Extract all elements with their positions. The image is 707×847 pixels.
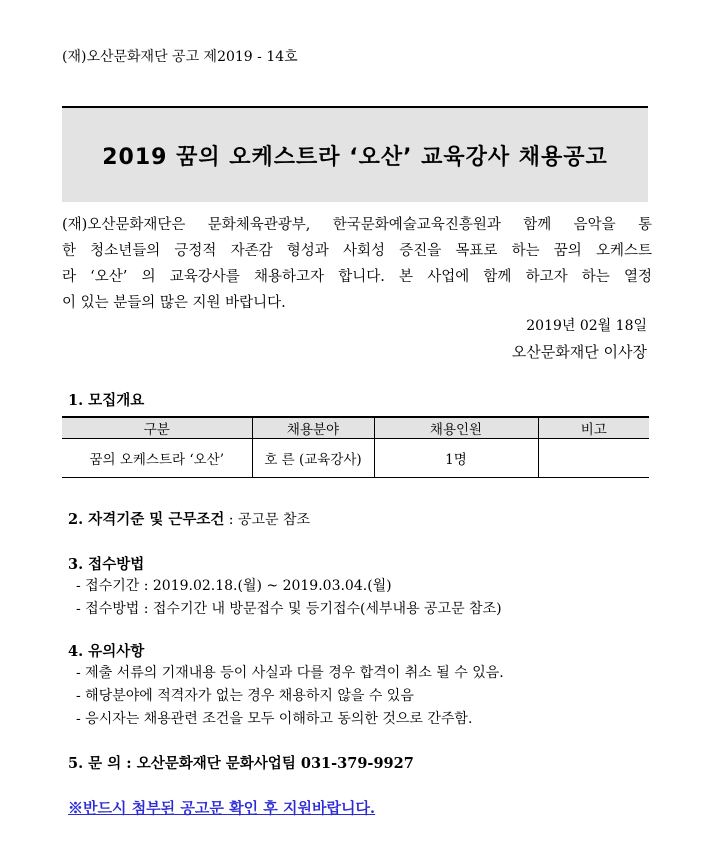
application-period: - 접수기간 : 2019.02.18.(월) ~ 2019.03.04.(월)	[76, 578, 392, 594]
note-item: - 해당분야에 적격자가 없는 경우 채용하지 않을 수 있음	[76, 688, 414, 704]
application-method: - 접수방법 : 접수기간 내 방문접수 및 등기접수(세부내용 공고문 참조)	[76, 601, 502, 617]
section-heading-notes: 4. 유의사항	[68, 643, 145, 660]
table-header-category: 구분	[62, 417, 252, 439]
table-row	[62, 439, 649, 478]
intro-paragraph	[62, 212, 652, 316]
qualification-text: : 공고문 참조	[224, 512, 311, 528]
section-heading-application: 3. 접수방법	[68, 556, 145, 573]
table-header-field: 채용분야	[252, 417, 374, 439]
table-header-count: 채용인원	[374, 417, 538, 439]
table-cell-remarks	[538, 439, 649, 478]
intro-line: 이 있는 분들의 많은 지원 바랍니다.	[62, 295, 286, 311]
intro-line: (재)오산문화재단은 문화체육관광부, 한국문화예술교육진흥원과 함께 음악을 통	[62, 217, 652, 233]
table-cell-field: 호 른 (교육강사)	[252, 439, 374, 478]
note-item: - 응시자는 채용관련 조건을 모두 이해하고 동의한 것으로 간주함.	[76, 711, 473, 727]
section-heading-overview: 1. 모집개요	[68, 392, 145, 409]
footer-note: ※반드시 첨부된 공고문 확인 후 지원바랍니다.	[68, 799, 376, 817]
notice-date: 2019년 02월 18일	[526, 318, 647, 334]
signer: 오산문화재단 이사장	[511, 343, 647, 361]
section-qualification	[68, 508, 310, 529]
table-header-remarks: 비고	[538, 417, 649, 439]
intro-line: 한 청소년들의 긍정적 자존감 형성과 사회성 증진을 목표로 하는 꿈의 오케스트	[62, 243, 652, 259]
notice-number: (재)오산문화재단 공고 제2019 - 14호	[62, 49, 298, 65]
note-item: - 제출 서류의 기재내용 등이 사실과 다를 경우 합격이 취소 될 수 있음.	[76, 665, 504, 681]
table-cell-category: 꿈의 오케스트라 ‘오산’	[62, 439, 252, 478]
table-header-row	[62, 417, 649, 439]
table-cell-count: 1명	[374, 439, 538, 478]
recruitment-table	[62, 416, 649, 478]
section-heading-contact: 5. 문 의 : 오산문화재단 문화사업팀 031-379-9927	[68, 755, 414, 772]
section-heading-qualification: 2. 자격기준 및 근무조건	[68, 511, 225, 528]
title-box	[62, 106, 648, 202]
page-title: 2019 꿈의 오케스트라 ‘오산’ 교육강사 채용공고	[102, 144, 608, 170]
intro-line: 라 ‘오산’ 의 교육강사를 채용하고자 합니다. 본 사업에 함께 하고자 하는 열정	[62, 269, 652, 285]
